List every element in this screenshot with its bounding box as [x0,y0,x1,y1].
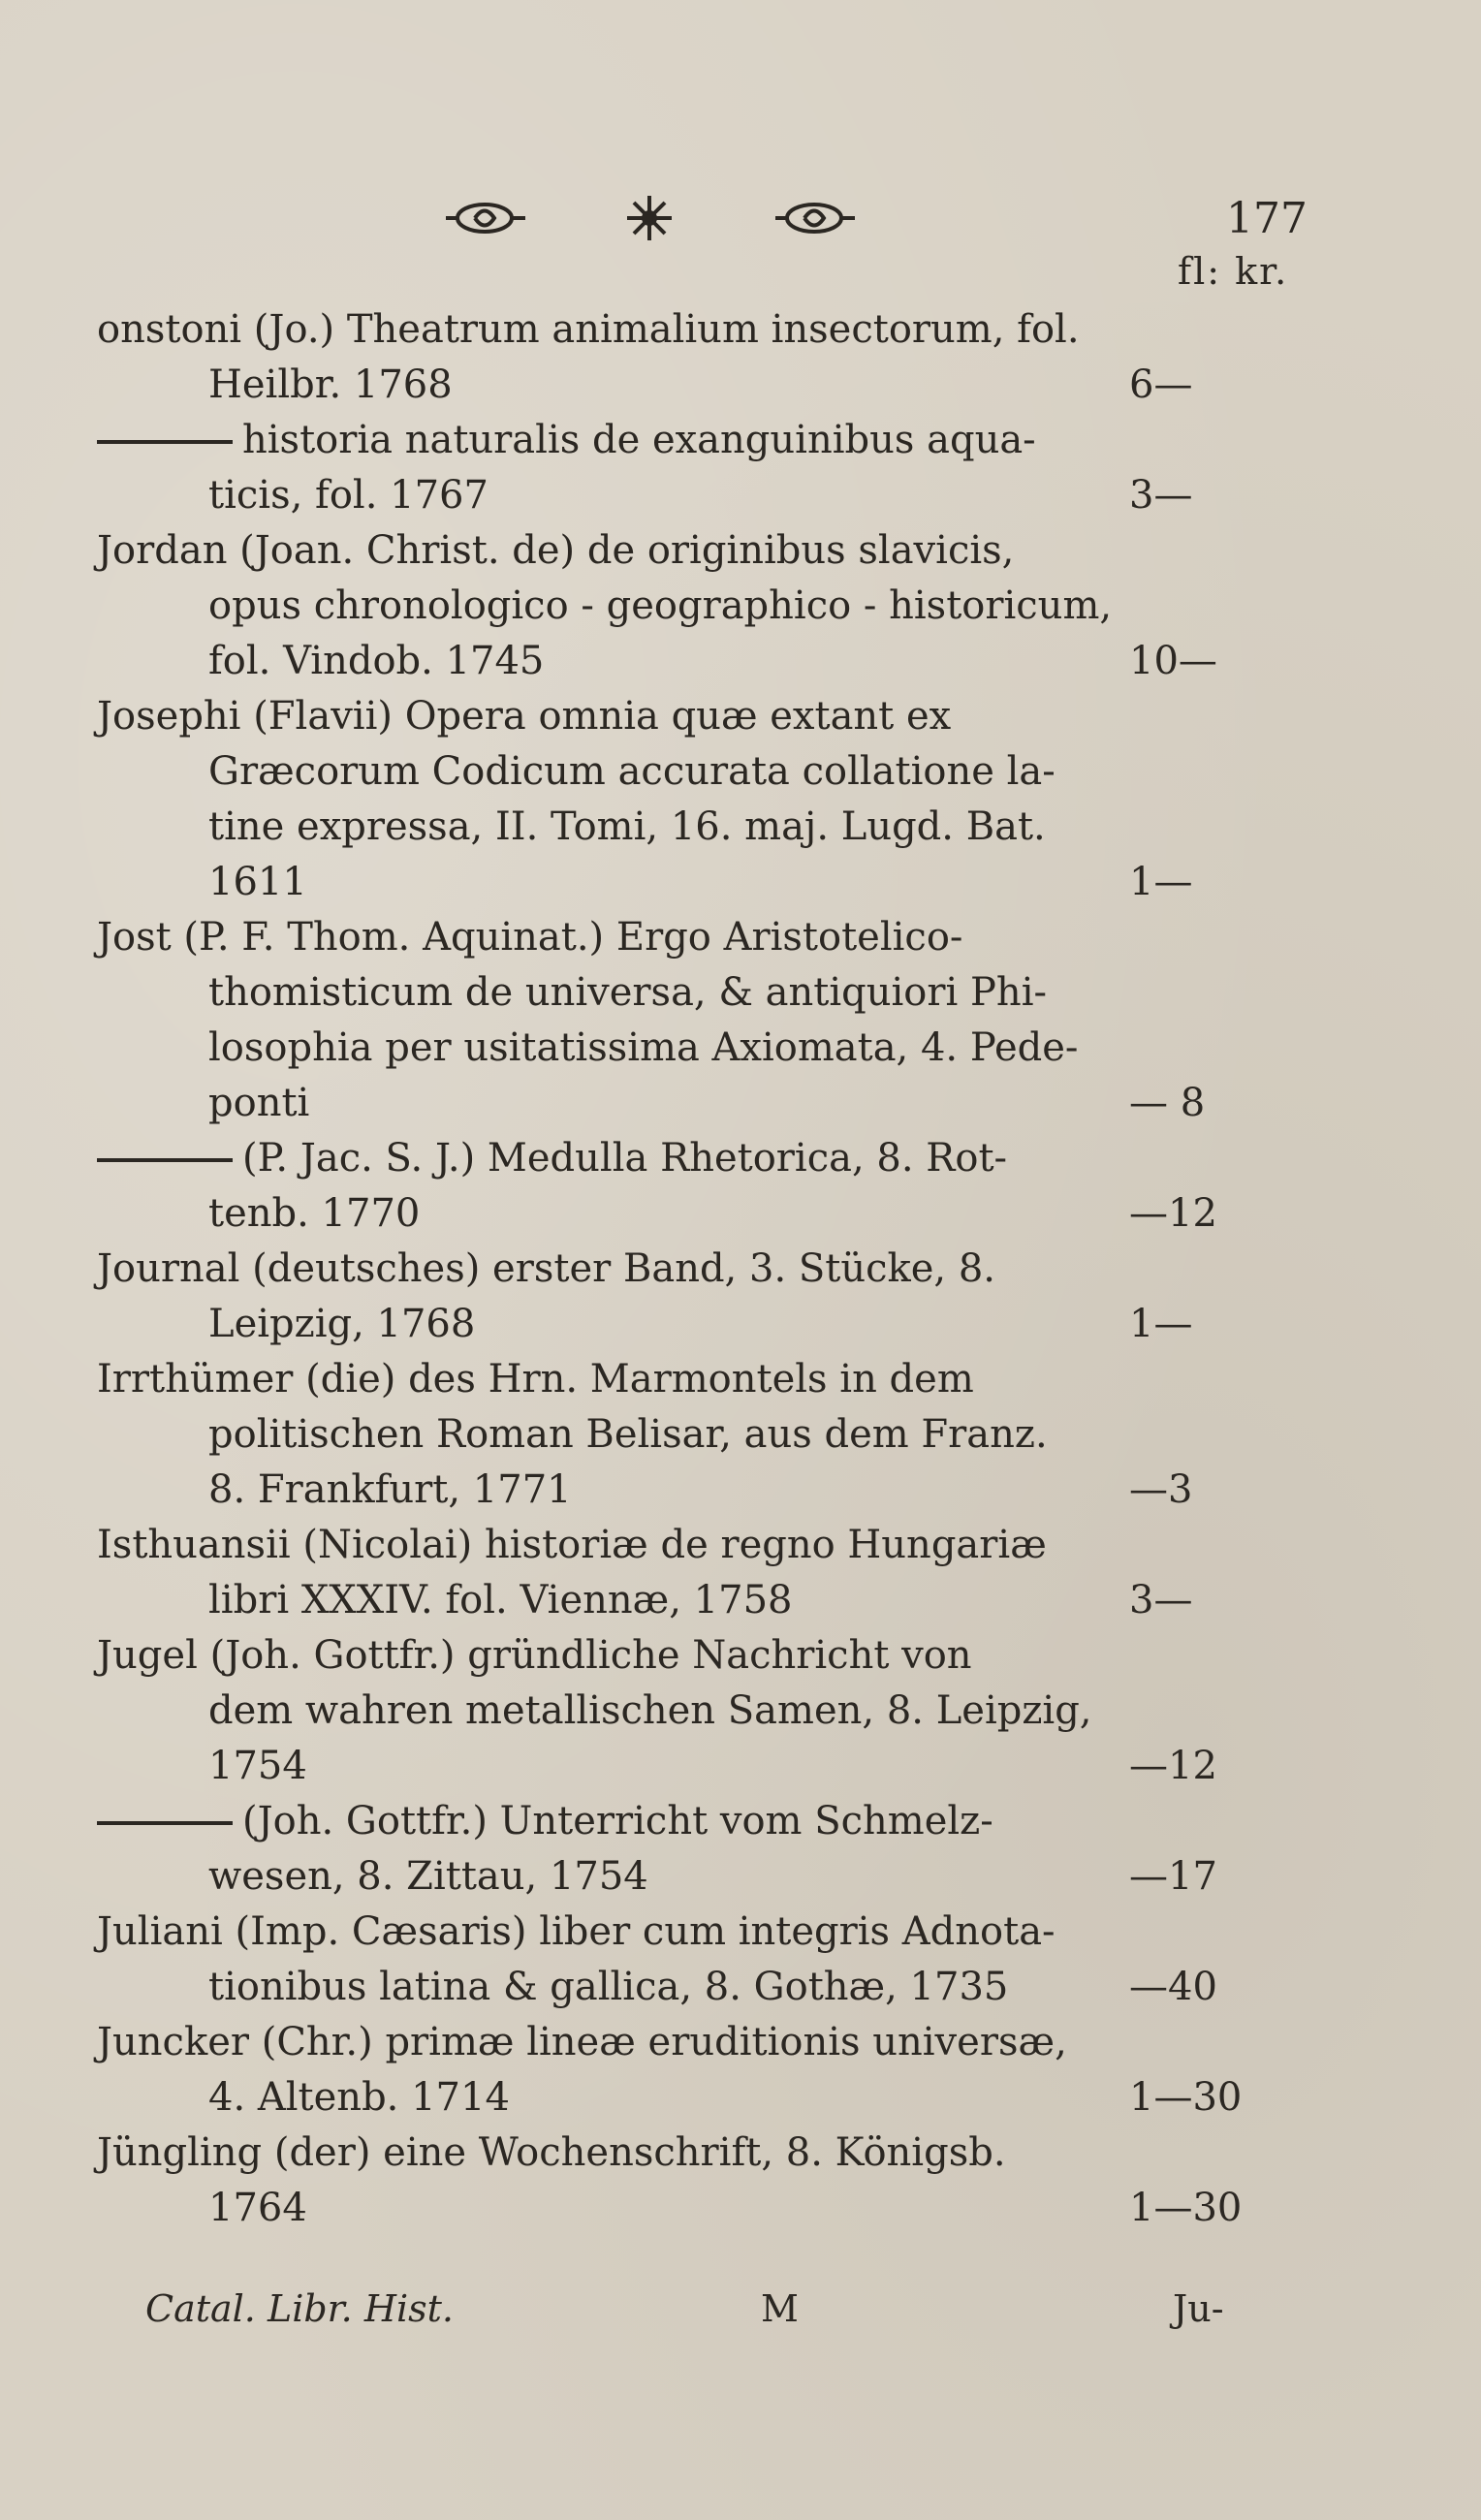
entry-continuation: 1764 [208,2186,307,2230]
entry-line [97,1628,1318,1684]
gathering-mark: M [761,2287,799,2330]
entry-continuation: ticis, fol. 1767 [208,473,488,518]
entry-line [97,1407,1318,1463]
entry-line [97,579,1318,634]
entry-price: 1— [1129,1302,1193,1346]
entry-line [97,1905,1318,1960]
catalog-entry [97,1242,1318,1352]
entry-continuation: thomisticum de universa, & antiquiori Phi- [208,970,1047,1015]
entry-line [97,1960,1318,2015]
entry-continuation: ponti [208,1081,310,1125]
entry-price: 6— [1129,362,1193,407]
entry-continuation: dem wahren metallischen Samen, 8. Leipzig, [208,1688,1092,1733]
entry-continuation: Leipzig, 1768 [208,1302,476,1346]
entry-title: Josephi (Flavii) Opera omnia quæ extant ex [97,694,952,739]
entry-title: Journal (deutsches) erster Band, 3. Stücke, 8. [97,1246,996,1291]
entry-line [97,523,1318,579]
entry-continuation: 8. Frankfurt, 1771 [208,1467,572,1512]
entry-price: —12 [1129,1744,1217,1788]
entry-line [97,965,1318,1021]
entry-line [97,1573,1318,1628]
entry-title: Jüngling (der) eine Wochenschrift, 8. Königsb. [97,2130,1006,2175]
catalog-entry [97,1352,1318,1518]
signature-mark: Catal. Libr. Hist. [145,2287,454,2330]
entry-line [97,910,1318,965]
catalog-entry [97,1518,1318,1628]
header-ornaments [436,184,863,252]
entry-line [97,1518,1318,1573]
entry-continuation: tine expressa, II. Tomi, 16. maj. Lugd. Bat. [208,804,1046,849]
entry-price: 1— [1129,860,1193,904]
entry-title: Juncker (Chr.) primæ lineæ eruditionis universæ, [97,2020,1067,2064]
catalog-entry [97,910,1318,1131]
entry-line [97,800,1318,855]
entry-price: 1—30 [1129,2186,1243,2230]
entry-line [97,1242,1318,1297]
entry-line [97,855,1318,910]
entry-line [97,2070,1318,2126]
catalog-entry [97,2015,1318,2126]
entry-line [97,1739,1318,1794]
entry-continuation: Heilbr. 1768 [208,362,453,407]
entry-line [97,2181,1318,2236]
entry-price: 10— [1129,639,1217,683]
entry-line [97,1021,1318,1076]
entry-line [97,1794,1318,1849]
entry-line [97,1684,1318,1739]
catchword: Ju- [1173,2287,1224,2330]
entry-line [97,358,1318,413]
entry-title: onstoni (Jo.) Theatrum animalium insectorum, fol. [97,307,1080,352]
ditto-dash [97,1158,233,1162]
entry-line [97,744,1318,800]
catalog-entries [97,302,1318,2236]
catalog-entry [97,413,1318,523]
entry-continuation: losophia per usitatissima Axiomata, 4. Pede- [208,1025,1079,1070]
entry-continuation: fol. Vindob. 1745 [208,639,545,683]
entry-line [97,1186,1318,1242]
catalog-entry [97,1131,1318,1242]
entry-price: 3— [1129,1578,1193,1622]
entry-title: historia naturalis de exanguinibus aqua- [242,418,1036,462]
entry-title: Jugel (Joh. Gottfr.) gründliche Nachricht von [97,1633,972,1678]
entry-continuation: tionibus latina & gallica, 8. Gothæ, 1735 [208,1965,1009,2009]
entry-line [97,1297,1318,1352]
entry-continuation: Græcorum Codicum accurata collatione la- [208,749,1056,794]
entry-price: —12 [1129,1191,1217,1236]
entry-title: Jordan (Joan. Christ. de) de originibus slavicis, [97,528,1015,573]
entry-continuation: 1611 [208,860,307,904]
entry-price: 1—30 [1129,2075,1243,2120]
catalog-entry [97,523,1318,689]
entry-line [97,2126,1318,2181]
entry-line [97,413,1318,468]
entry-continuation: wesen, 8. Zittau, 1754 [208,1854,648,1899]
ditto-dash [97,1821,233,1825]
page-footer [0,2287,1481,2346]
entry-line [97,689,1318,744]
entry-line [97,1463,1318,1518]
catalog-entry [97,1628,1318,1794]
currency-header: fl: kr. [1178,250,1289,293]
catalog-entry [97,1905,1318,2015]
catalog-entry [97,2126,1318,2236]
entry-price: —17 [1129,1854,1217,1899]
entry-price: — 8 [1129,1081,1206,1125]
entry-title: (Joh. Gottfr.) Unterricht vom Schmelz- [242,1799,993,1843]
entry-price: —3 [1129,1467,1193,1512]
entry-title: Isthuansii (Nicolai) historiæ de regno Hungariæ [97,1523,1047,1567]
page-number: 177 [1226,194,1308,243]
entry-title: Juliani (Imp. Cæsaris) liber cum integris Adnota- [97,1909,1056,1954]
entry-continuation: politischen Roman Belisar, aus dem Franz. [208,1412,1048,1457]
entry-line [97,2015,1318,2070]
entry-line [97,1352,1318,1407]
catalog-entry [97,302,1318,413]
entry-continuation: libri XXXIV. fol. Viennæ, 1758 [208,1578,793,1622]
entry-line [97,634,1318,689]
catalog-entry [97,689,1318,910]
entry-line [97,302,1318,358]
entry-line [97,1076,1318,1131]
entry-line [97,1131,1318,1186]
ornament-icons [436,184,863,252]
entry-title: Irrthümer (die) des Hrn. Marmontels in dem [97,1357,974,1402]
entry-price: —40 [1129,1965,1217,2009]
entry-title: (P. Jac. S. J.) Medulla Rhetorica, 8. Rot- [242,1136,1008,1181]
entry-line [97,1849,1318,1905]
entry-continuation: 4. Altenb. 1714 [208,2075,510,2120]
entry-continuation: 1754 [208,1744,307,1788]
entry-continuation: tenb. 1770 [208,1191,421,1236]
catalog-entry [97,1794,1318,1905]
entry-line [97,468,1318,523]
entry-continuation: opus chronologico - geographico - historicum, [208,583,1113,628]
entry-price: 3— [1129,473,1193,518]
entry-title: Jost (P. F. Thom. Aquinat.) Ergo Aristotelico- [97,915,963,960]
ditto-dash [97,440,233,444]
